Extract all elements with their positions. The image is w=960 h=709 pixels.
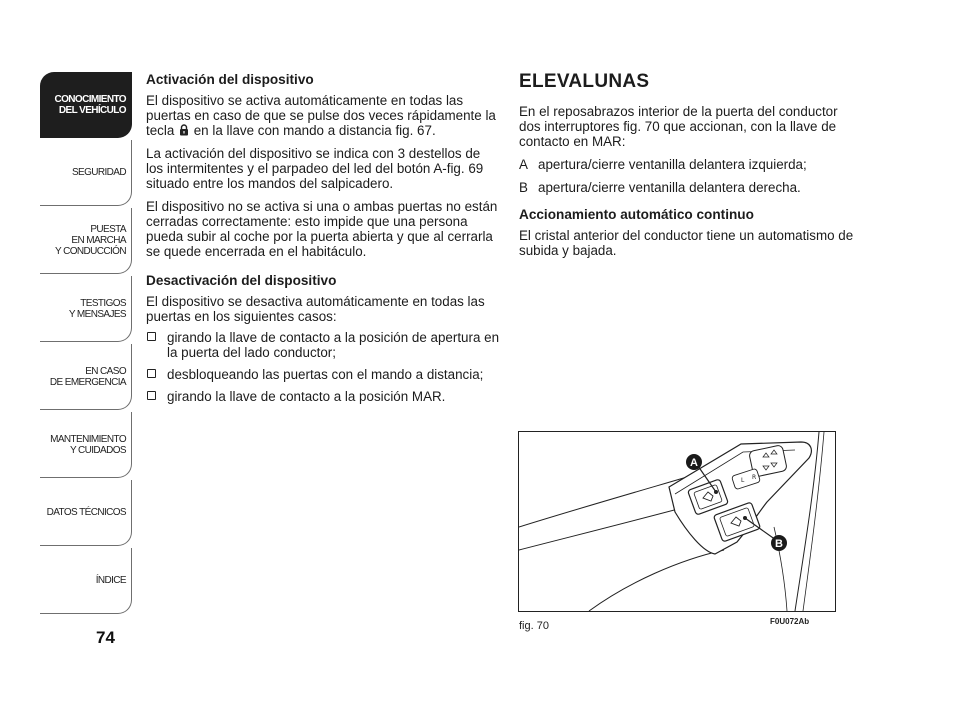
tab-label: ÍNDICE [95, 575, 126, 586]
tab-puesta-en-marcha[interactable] [40, 208, 132, 274]
tab-conocimiento-del-vehiculo[interactable] [40, 72, 132, 138]
tab-label: TESTIGOS Y MENSAJES [68, 297, 126, 320]
intro-paragraph: En el reposabrazos interior de la puerta del conductor dos interruptores fig. 70 que accionan, con la llave de contacto en MAR: [519, 104, 838, 149]
tab-seguridad[interactable] [40, 140, 132, 206]
tab-label: MANTENIMIENTO Y CUIDADOS [50, 433, 126, 456]
activation-paragraph-1 [146, 93, 500, 138]
item-text: apertura/cierre ventanilla delantera izquierda; [538, 157, 807, 172]
tab-label: SEGURIDAD [71, 167, 126, 178]
activation-paragraph-2: La activación del dispositivo se indica con 3 destellos de los intermitentes y el parpadeo del led del botón A-fig. 69 situado entre los mandos del salpicadero. [146, 146, 484, 191]
checkbox-bullet-icon [147, 391, 156, 400]
tab-mantenimiento-y-cuidados[interactable] [40, 412, 132, 478]
item-letter: B [519, 180, 528, 195]
callout-b [771, 535, 787, 551]
tab-testigos-y-mensajes[interactable] [40, 276, 132, 342]
activation-paragraph-3: El dispositivo no se activa si una o ambas puertas no están cerradas correctamente: esto impide que una persona pueda subir al coche por la puerta abierta y que al cerrarla se quede encerrada en el habitáculo. [146, 199, 498, 259]
tab-label: CONOCIMIENTO DEL VEHÍCULO [54, 93, 126, 116]
auto-paragraph: El cristal anterior del conductor tiene un automatismo de subida y bajada. [519, 228, 854, 258]
figure-code: F0U072Ab [770, 617, 810, 626]
tab-datos-tecnicos[interactable] [40, 480, 132, 546]
item-letter: A [519, 157, 528, 172]
lettered-item-b [519, 180, 859, 195]
section-title: ELEVALUNAS [519, 71, 650, 92]
svg-text:A: A [690, 457, 698, 469]
right-column [519, 72, 859, 266]
deactivation-paragraph: El dispositivo se desactiva automáticamente en todas las puertas en los siguientes casos: [146, 294, 485, 324]
list-item [146, 330, 500, 360]
figure-window-switches [518, 431, 836, 612]
svg-text:B: B [775, 538, 783, 550]
left-column [146, 72, 500, 411]
tab-label: DATOS TÉCNICOS [46, 507, 126, 518]
deactivation-heading: Desactivación del dispositivo [146, 273, 337, 288]
activation-p1-before: El dispositivo se activa automáticamente en todas las puertas en caso de que se pulse dos veces rápidamente la tecla [146, 93, 496, 138]
window-switch-illustration [519, 432, 835, 611]
lock-icon [179, 124, 189, 136]
tab-label: EN CASO DE EMERGENCIA [49, 365, 126, 388]
checkbox-bullet-icon [147, 369, 156, 378]
activation-p1-after: en la llave con mando a distancia fig. 67. [190, 123, 436, 138]
figure-caption: fig. 70 [519, 620, 549, 632]
page-number: 74 [96, 628, 115, 647]
tab-indice[interactable] [40, 548, 132, 614]
tab-label: PUESTA EN MARCHA Y CONDUCCIÓN [55, 224, 126, 257]
list-item-text: girando la llave de contacto a la posición de apertura en la puerta del lado conductor; [167, 330, 500, 360]
list-item [146, 367, 500, 382]
callout-a [686, 454, 702, 470]
auto-heading: Accionamiento automático continuo [519, 207, 754, 222]
svg-text:R: R [752, 474, 757, 481]
item-text: apertura/cierre ventanilla delantera derecha. [538, 180, 801, 195]
list-item-text: girando la llave de contacto a la posición MAR. [167, 389, 446, 404]
tab-en-caso-de-emergencia[interactable] [40, 344, 132, 410]
lettered-item-a [519, 157, 859, 172]
deactivation-list [146, 330, 500, 404]
activation-heading: Activación del dispositivo [146, 72, 314, 87]
checkbox-bullet-icon [147, 332, 156, 341]
svg-text:L: L [741, 477, 745, 484]
list-item-text: desbloqueando las puertas con el mando a distancia; [167, 367, 484, 382]
list-item [146, 389, 500, 404]
